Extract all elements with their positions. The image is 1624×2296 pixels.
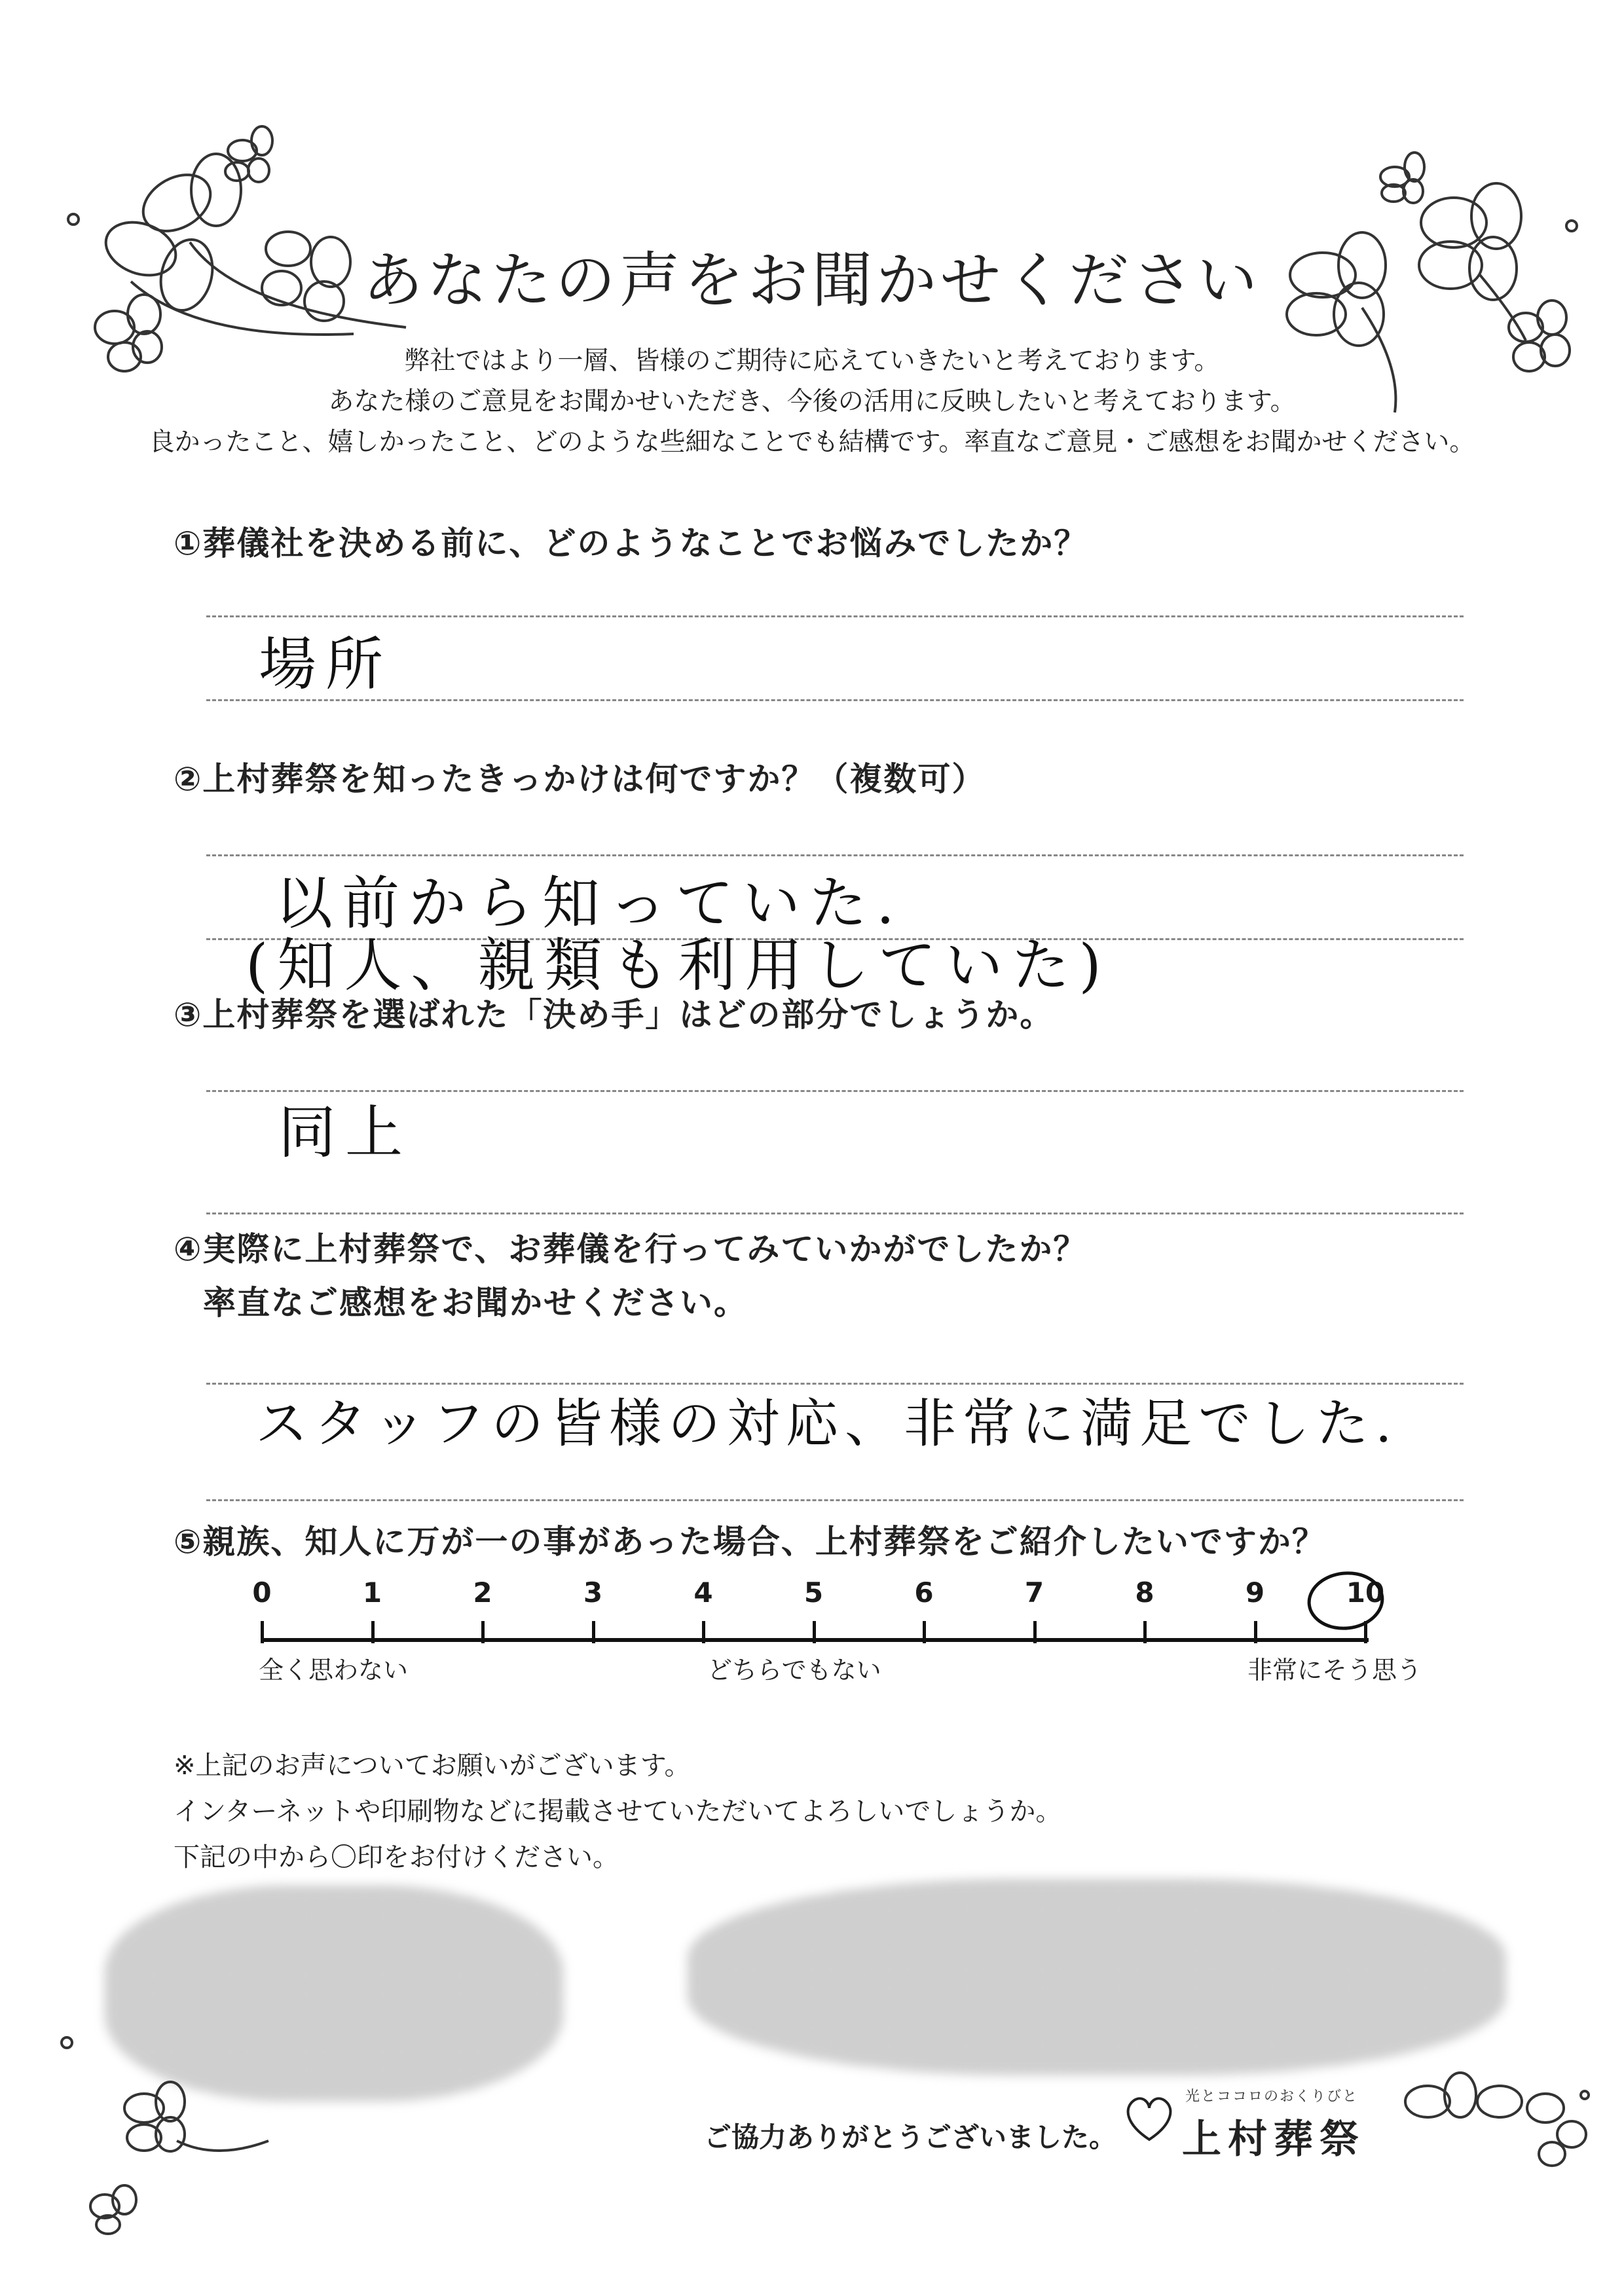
scale-number-6: 6 (914, 1576, 934, 1609)
scale-number-8: 8 (1135, 1576, 1154, 1609)
question-4-label: ④実際に上村葬祭で、お葬儀を行ってみていかがでしたか？ (174, 1230, 1088, 1268)
answer-rule (206, 854, 1464, 856)
note-line-1: ※上記のお声についてお願いがございます。 (174, 1751, 691, 1781)
scale-tick (371, 1621, 375, 1643)
scale-anchor-low: 全く思わない (259, 1656, 409, 1685)
scale-number-0: 0 (252, 1576, 272, 1609)
scale-number-2: 2 (473, 1576, 492, 1609)
scale-number-9: 9 (1245, 1576, 1265, 1609)
selected-rating-circle (1303, 1565, 1388, 1637)
question-1-answer: 場所 (259, 630, 393, 698)
intro-line-1: 弊社ではより一層、皆様のご期待に応えていきたいと考えております。 (404, 346, 1220, 376)
question-2-answer-line-2: (知人、親類も利用していた) (246, 932, 1111, 999)
scale-tick (261, 1621, 264, 1643)
intro-line-3: 良かったこと、嬉しかったこと、どのような些細なことでも結構です。率直なご意見・ご感想をお聞かせください。 (149, 428, 1475, 457)
page-title: あなたの声をお聞かせください (362, 246, 1261, 316)
question-5-label: ⑤親族、知人に万が一の事があった場合、上村葬祭をご紹介したいですか？ (174, 1523, 1326, 1561)
answer-rule (206, 699, 1464, 701)
scale-tick (1254, 1621, 1257, 1643)
logo-name: 上村葬祭 (1182, 2117, 1365, 2162)
scale-number-5: 5 (803, 1576, 824, 1609)
scale-tick (1143, 1621, 1147, 1643)
question-4-label-line-2: 率直なご感想をお聞かせください。 (203, 1284, 748, 1322)
question-3-answer: 同上 (278, 1099, 413, 1166)
scale-anchor-high: 非常にそう思う (1247, 1656, 1422, 1685)
scale-tick (1033, 1621, 1037, 1643)
question-2-answer-line-1: 以前から知っていた. (275, 869, 904, 937)
scale-number-3: 3 (583, 1576, 603, 1609)
answer-rule (206, 615, 1464, 617)
question-3-label: ③上村葬祭を選ばれた「決め手」はどの部分でしょうか。 (174, 996, 1054, 1034)
note-line-2: インターネットや印刷物などに掲載させていただいてよろしいでしょうか。 (174, 1796, 1062, 1827)
question-1-label: ①葬儀社を決める前に、どのようなことでお悩みでしたか？ (174, 524, 1088, 562)
scale-tick (813, 1621, 816, 1643)
scale-number-10: 10 (1346, 1576, 1385, 1609)
scale-tick (923, 1621, 926, 1643)
redacted-area-right (688, 1879, 1506, 2075)
question-4-answer: スタッフの皆様の対応、非常に満足でした. (255, 1393, 1399, 1454)
scale-tick (592, 1621, 595, 1643)
answer-rule (206, 1499, 1464, 1501)
scale-tick (702, 1621, 705, 1643)
clover-decoration-bottom-left (52, 2016, 327, 2239)
scale-tick (481, 1621, 485, 1643)
logo-tagline: 光とココロのおくりびと (1185, 2088, 1359, 2105)
scale-number-7: 7 (1024, 1576, 1044, 1609)
scale-number-1: 1 (362, 1576, 382, 1609)
scale-anchor-mid: どちらでもない (707, 1656, 881, 1685)
note-line-3: 下記の中から〇印をお付けください。 (174, 1842, 619, 1872)
question-2-label: ②上村葬祭を知ったきっかけは何ですか？（複数可） (174, 760, 986, 798)
footer-thanks: ご協力ありがとうございました。 (704, 2121, 1117, 2153)
clover-decoration-bottom-right (1388, 2062, 1598, 2226)
logo-heart-mark (1120, 2088, 1179, 2147)
scale-number-4: 4 (693, 1576, 713, 1609)
intro-line-2: あなた様のご意見をお聞かせいただき、今後の活用に反映したいと考えております。 (328, 387, 1296, 416)
answer-rule (206, 1212, 1464, 1214)
